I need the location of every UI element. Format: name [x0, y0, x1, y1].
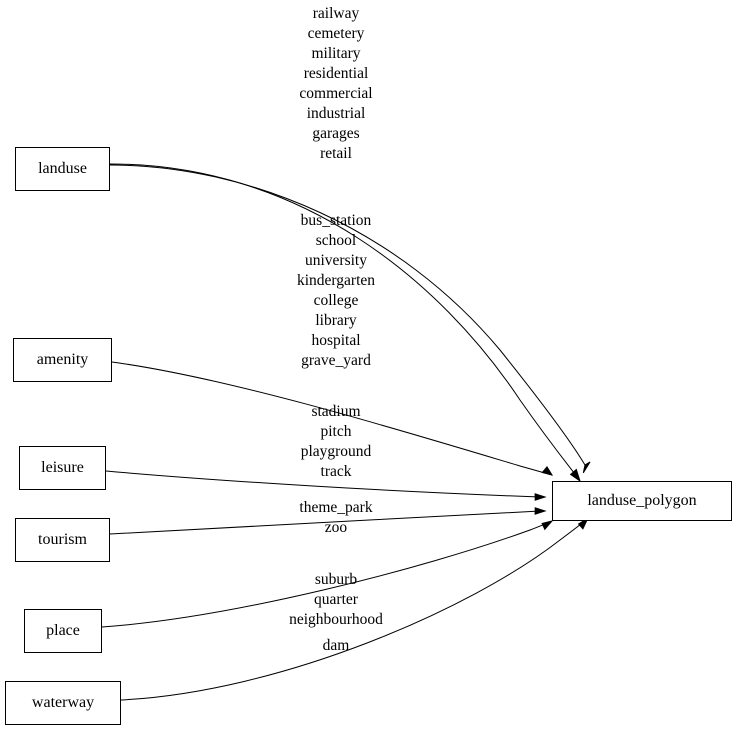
edge-label-line: school: [315, 232, 357, 249]
edge-label-line: industrial: [306, 105, 366, 122]
node-tourism[interactable]: [15, 518, 110, 562]
edge-label-line: library: [315, 312, 357, 329]
edge-label-line: hospital: [311, 332, 361, 349]
node-waterway[interactable]: [5, 681, 121, 725]
edge-label-amenity: [297, 211, 375, 371]
edge-label-line: commercial: [299, 85, 373, 102]
node-landuse-polygon[interactable]: [552, 481, 732, 521]
edge-label-waterway: [323, 636, 350, 656]
edge-label-line: bus_station: [300, 212, 372, 229]
edge-label-line: theme_park: [299, 499, 373, 516]
edge-label-place: [289, 570, 383, 630]
node-amenity[interactable]: [13, 338, 112, 382]
edge-label-landuse: [299, 4, 372, 164]
edge-label-line: military: [311, 45, 361, 62]
edge-label-line: college: [313, 292, 359, 309]
node-leisure-label: leisure: [41, 459, 84, 476]
node-place[interactable]: [24, 609, 102, 653]
edge-label-line: cemetery: [307, 25, 365, 42]
edge-label-line: quarter: [314, 591, 358, 608]
edge-label-tourism: [299, 498, 372, 538]
edge-label-line: residential: [303, 65, 369, 82]
edge-label-line: retail: [320, 145, 352, 162]
node-leisure[interactable]: [19, 446, 106, 490]
edge-label-line: garages: [312, 125, 360, 142]
node-waterway-label: waterway: [31, 694, 95, 711]
edge-label-line: stadium: [311, 403, 361, 420]
node-amenity-label: amenity: [36, 351, 89, 368]
edge-label-line: track: [320, 463, 352, 480]
edge-label-line: neighbourhood: [289, 611, 383, 628]
node-place-label: place: [46, 622, 80, 639]
node-landuse-polygon-label: landuse_polygon: [587, 492, 697, 509]
edge-label-line: grave_yard: [301, 352, 371, 369]
edge-label-line: dam: [322, 637, 350, 654]
edge-label-line: university: [304, 252, 367, 269]
edge-label-line: suburb: [314, 571, 358, 588]
edge-label-leisure: [301, 402, 372, 482]
edge-label-line: pitch: [320, 423, 352, 440]
edge-label-line: playground: [300, 443, 372, 460]
edge-label-line: zoo: [324, 519, 348, 536]
edge-label-line: railway: [312, 5, 360, 22]
node-landuse[interactable]: [15, 147, 110, 191]
node-landuse-label: landuse: [38, 160, 87, 177]
node-tourism-label: tourism: [38, 531, 87, 548]
edge-label-line: kindergarten: [296, 272, 376, 289]
